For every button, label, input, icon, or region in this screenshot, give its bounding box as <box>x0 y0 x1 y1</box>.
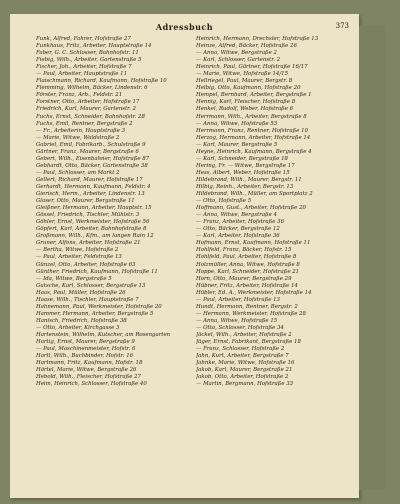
directory-entry: Fiebig, Wilh., Arbeiter, Gartenstraße 5 <box>36 57 142 64</box>
directory-entry: Hering, Fr. — Witwe, Bergstraße 17 <box>196 162 295 169</box>
directory-entry: — Paul, Schlosser, am Markt 2 <box>36 169 120 176</box>
directory-entry: — Ida, Witwe, Bergstraße 5 <box>36 275 112 282</box>
directory-entry: Gabriel, Emil, Fabrikarb., Schulstraße 9 <box>36 141 146 148</box>
directory-entry: Hübner, Fritz, Arbeiter, Hofstraße 14 <box>196 282 298 289</box>
directory-entry: Jäger, Ernst, Fabrikant, Bergstraße 18 <box>196 339 301 346</box>
directory-entry: Herrmann, Franz, Rentner, Hofstraße 10 <box>196 127 308 134</box>
directory-entry: — Karl, Arbeiter, Hofstraße 36 <box>196 233 280 240</box>
left-column <box>36 36 186 388</box>
directory-entry: Günzel, Otto, Arbeiter, Hofstraße 63 <box>36 261 136 268</box>
directory-entry: Jahnke, Marie, Witwe, Hofstraße 16 <box>196 360 295 367</box>
directory-entry: Henkel, Rudolf, Weber, Hofstraße 6 <box>196 106 294 113</box>
directory-entry: Hildebrand, Wilh., Müller, am Sportplatz 2 <box>196 191 313 198</box>
directory-entry: — Paul, Maschinenmeister, Hofstr. 6 <box>36 346 136 353</box>
page-header <box>10 22 359 32</box>
right-column <box>196 36 346 388</box>
directory-entry: Jakob, Karl, Maurer, Bergstraße 21 <box>196 367 293 374</box>
directory-entry: — Anna, Witwe, Bergstraße 2 <box>196 50 277 57</box>
directory-entry: — Anna, Witwe, Hofstraße 15 <box>196 317 278 324</box>
directory-entry: Hoffmann, Gust., Arbeiter, Hofstraße 20 <box>196 205 306 212</box>
page-title: Adressbuch <box>155 22 214 32</box>
directory-entry: Hammer, Hermann, Arbeiter, Bergstraße 5 <box>36 310 154 317</box>
directory-entry: Hohlfeld, Paul, Arbeiter, Hofstraße 8 <box>196 254 297 261</box>
directory-entry: Hebold, Wilh., Fleischer, Hofstraße 27 <box>36 374 141 381</box>
directory-entry: Hartenstein, Wilhelm, Kutscher, am Rosengarten <box>36 331 171 338</box>
directory-entry: Gutsche, Karl, Schlosser, Bergstraße 13 <box>36 282 146 289</box>
directory-entry: — Paul, Arbeiter, Hauptstraße 11 <box>36 71 128 78</box>
directory-entry: Hoppe, Karl, Schneider, Hofstraße 21 <box>196 268 300 275</box>
directory-entry: Gebert, Wilh., Eisenbahner, Hofstraße 87 <box>36 155 150 162</box>
directory-entry: — Marie, Witwe, Hofstraße 14/15 <box>196 71 289 78</box>
directory-entry: Herzog, Hermann, Arbeiter, Hofstraße 14 <box>196 134 311 141</box>
directory-entry: — Martin, Bergmann, Hofstraße 33 <box>196 381 294 388</box>
directory-entry: Heinze, Alfred, Bäcker, Hofstraße 26 <box>196 43 297 50</box>
directory-entry: — Otto, Bäcker, Bergstraße 12 <box>196 226 280 233</box>
directory-entry: Holzmüller, Anna, Witwe, Hofstraße 8 <box>196 261 300 268</box>
directory-entry: Funkhaus, Fritz, Arbeiter, Hauptstraße 14 <box>36 43 152 50</box>
directory-entry: Göhler, Ernst, Werkmeister, Hofstraße 56 <box>36 219 150 226</box>
directory-entry: Härtel, Marie, Witwe, Bergstraße 26 <box>36 367 137 374</box>
directory-entry: — Otto, Hofstraße 5 <box>196 198 252 205</box>
directory-entry: Gärtner, Franz, Maurer, Bergstraße 6 <box>36 148 139 155</box>
directory-entry: — Anna, Witwe, Hofstraße 53 <box>196 120 278 127</box>
directory-entry: Jakob, Otto, Arbeiter, Hofstraße 2 <box>196 374 289 381</box>
directory-entry: Gierisch, Herm., Arbeiter, Lindenstr. 13 <box>36 191 145 198</box>
directory-entry: — Marie, Witwe, Waldstraße 2 <box>36 134 120 141</box>
directory-entry: Hennig, Karl, Fleischer, Hofstraße 8 <box>196 99 296 106</box>
directory-entry: Hartig, Ernst, Maurer, Bergstraße 9 <box>36 339 135 346</box>
directory-entry: Forstner, Otto, Arbeiter, Hofstraße 17 <box>36 99 140 106</box>
directory-entry: Gössel, Friedrich, Tischler, Mühlstr. 3 <box>36 212 140 219</box>
directory-entry: Hundt, Hermann, Rentner, Bergstr. 2 <box>196 303 298 310</box>
directory-entry: — Franz, Arbeiter, Hofstraße 36 <box>196 219 285 226</box>
page-number: 373 <box>335 22 349 30</box>
directory-entry: — Otto, Arbeiter, Kirchgasse 3 <box>36 324 120 331</box>
directory-entry: Hahnemann, Paul, Werkmeister, Hofstraße 20 <box>36 303 162 310</box>
directory-entry: Funk, Alfred, Fahrer, Hofstraße 27 <box>36 36 131 42</box>
directory-entry: — Franz, Schlosser, Hofstraße 2 <box>196 346 285 353</box>
directory-entry: Gellert, Richard, Maurer, Hofstraße 17 <box>36 176 143 183</box>
directory-entry: Heyne, Heinrich, Kaufmann, Bergstraße 4 <box>196 148 312 155</box>
directory-entry: Hofmann, Ernst, Kaufmann, Hofstraße 11 <box>196 240 311 247</box>
directory-entry: Haase, Wilh., Tischler, Hauptstraße 7 <box>36 296 139 303</box>
directory-entry: Haas, Paul, Müller, Hofstraße 26 <box>36 289 126 296</box>
directory-entry: Herrmann, Wilh., Arbeiter, Bergstraße 8 <box>196 113 307 120</box>
directory-entry: Förster, Franz, Arb., Feldstr. 21 <box>36 92 123 99</box>
directory-entry: — Paul, Arbeiter, Hofstraße 13 <box>196 296 280 303</box>
directory-entry: — Fr., Arbeiterin, Hauptstraße 3 <box>36 127 126 134</box>
directory-entry: Hübler, Ed. A., Werkmeister, Hofstraße 14 <box>196 289 312 296</box>
directory-entry: Heim, Heinrich, Schlosser, Hofstraße 40 <box>36 381 147 388</box>
directory-entry: — Anna, Witwe, Bergstraße 4 <box>196 212 277 219</box>
directory-entry: Großmann, Wilh., Kfm., am langen Rain 12 <box>36 233 154 240</box>
directory-entry: Hempel, Bernhard, Arbeiter, Bergstraße 1 <box>196 92 312 99</box>
directory-entry: Gerhardt, Hermann, Kaufmann, Feldstr. 4 <box>36 183 151 190</box>
directory-entry: Göpfert, Karl, Arbeiter, Bahnhofstraße 8 <box>36 226 147 233</box>
directory-entry: Friedrich, Karl, Maurer, Gartenstr. 2 <box>36 106 136 113</box>
book-edge <box>359 26 385 490</box>
directory-entry: — Karl, Schneider, Bergstraße 18 <box>196 155 288 162</box>
directory-entry: — Karl, Maurer, Bergstraße 5 <box>196 141 278 148</box>
directory-entry: Hess, Albert, Weber, Hofstraße 15 <box>196 169 290 176</box>
directory-entry: Fuchs, Ernst, Schneider, Bahnhofstr. 28 <box>36 113 145 120</box>
directory-entry: Jahn, Kurt, Arbeiter, Bergstraße 7 <box>196 353 289 360</box>
directory-entry: Horn, Otto, Maurer, Bergstraße 29 <box>196 275 292 282</box>
directory-entry: Flemming, Wilhelm, Bäcker, Lindenstr. 6 <box>36 85 148 92</box>
directory-entry: Hohlfeld, Franz, Bäcker, Hofstr. 15 <box>196 247 292 254</box>
directory-entry: Gleißner, Hermann, Arbeiter, Hauptstr. 15 <box>36 205 152 212</box>
directory-entry: — Bertha, Witwe, Hofstraße 2 <box>36 247 119 254</box>
directory-entry: Gruner, Alfons, Arbeiter, Hofstraße 21 <box>36 240 141 247</box>
directory-entry: Gebhardt, Otto, Bäcker, Gartenstraße 38 <box>36 162 148 169</box>
directory-entry: Flaischmann, Richard, Kaufmann, Hofstraße 10 <box>36 78 167 85</box>
directory-entry: Faber, G. C. Schlosser, Bahnhofstr. 11 <box>36 50 139 57</box>
directory-entry: — Otto, Schlosser, Hofstraße 34 <box>196 324 284 331</box>
directory-entry: Hartl, Wilh., Buchbinder, Hofstr. 16 <box>36 353 134 360</box>
directory-entry: Jäckel, Wilh., Arbeiter, Hofstraße 2 <box>196 331 292 338</box>
directory-entry: Heinrich, Paul, Gärtner, Hofstraße 16/17 <box>196 64 308 71</box>
directory-entry: Fuchs, Emil, Rentner, Bergstraße 2 <box>36 120 133 127</box>
directory-entry: Fischer, Joh., Arbeiter, Hofstraße 7 <box>36 64 132 71</box>
directory-entry: Heinrich, Hermann, Drechsler, Hofstraße 13 <box>196 36 319 42</box>
directory-entry: — Hermann, Werkmeister, Hofstraße 28 <box>196 310 306 317</box>
directory-entry: Hanisch, Friedrich, Hofstraße 38 <box>36 317 127 324</box>
directory-entry: Günther, Friedrich, Kaufmann, Hofstraße 11 <box>36 268 158 275</box>
directory-entry: Hartmann, Fritz, Kaufmann, Hofstr. 18 <box>36 360 143 367</box>
directory-entry: Glaser, Otto, Maurer, Bergstraße 11 <box>36 198 135 205</box>
directory-entry: Helbig, Otto, Kaufmann, Hofstraße 20 <box>196 85 301 92</box>
directory-entry: Hildebrand, Wilh., Maurer, Bergstr. 11 <box>196 176 302 183</box>
directory-entry: Hellriegel, Paul, Maurer, Bergstr. 8 <box>196 78 293 85</box>
book-page <box>10 14 359 498</box>
directory-entry: — Karl, Schlosser, Gartenstr. 2 <box>196 57 281 64</box>
directory-entry: Hilbig, Reinh., Arbeiter, Bergstr. 13 <box>196 183 294 190</box>
directory-entry: — Paul, Arbeiter, Feldstraße 13 <box>36 254 122 261</box>
